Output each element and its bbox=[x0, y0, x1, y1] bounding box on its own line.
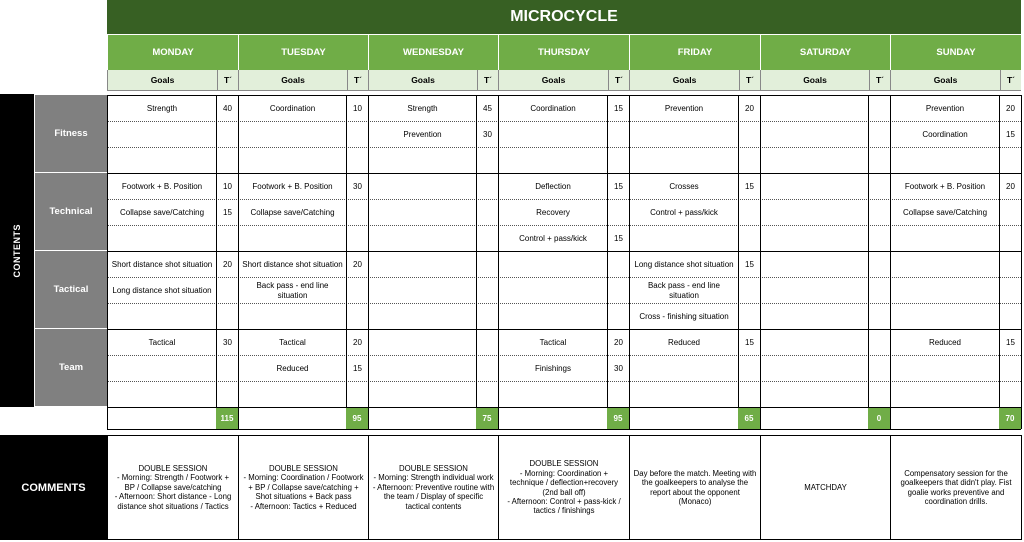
time-label: T´ bbox=[347, 70, 368, 90]
time-cell bbox=[739, 122, 760, 147]
goals-label: Goals bbox=[672, 75, 697, 85]
day-header-saturday: SATURDAY bbox=[760, 35, 890, 70]
goal-cell: Coordination bbox=[530, 103, 576, 113]
column-divider bbox=[107, 407, 108, 429]
goal-cell: Reduced bbox=[667, 337, 701, 347]
time-cell bbox=[1000, 304, 1021, 329]
time-cell bbox=[869, 122, 890, 147]
time-cell bbox=[739, 278, 760, 303]
goal-cell bbox=[369, 330, 476, 355]
time-label: T´ bbox=[869, 70, 890, 90]
time-cell bbox=[1000, 356, 1021, 381]
goals-subheader bbox=[760, 70, 890, 91]
time-cell bbox=[608, 252, 629, 277]
time-cell bbox=[869, 304, 890, 329]
goal-cell bbox=[630, 226, 738, 251]
time-cell bbox=[739, 382, 760, 407]
total-minutes-badge: 115 bbox=[216, 408, 238, 429]
total-minutes-badge: 65 bbox=[738, 408, 760, 429]
contents-label: CONTENTS bbox=[12, 223, 22, 278]
time-cell bbox=[1000, 382, 1021, 407]
column-divider bbox=[498, 407, 499, 429]
time-cell: 15 bbox=[1006, 338, 1015, 347]
goal-cell: Cross - finishing situation bbox=[639, 311, 729, 321]
day-header-friday: FRIDAY bbox=[629, 35, 760, 70]
time-cell bbox=[608, 278, 629, 303]
goal-cell: Tactical bbox=[279, 337, 306, 347]
time-cell bbox=[739, 226, 760, 251]
total-minutes-badge: 95 bbox=[346, 408, 368, 429]
goal-cell bbox=[761, 148, 868, 173]
time-cell bbox=[217, 226, 238, 251]
time-cell: 30 bbox=[353, 182, 362, 191]
time-cell: 15 bbox=[614, 104, 623, 113]
goal-cell bbox=[630, 356, 738, 381]
time-cell: 15 bbox=[1006, 130, 1015, 139]
time-cell bbox=[1000, 278, 1021, 303]
goal-cell bbox=[761, 96, 868, 121]
goal-cell: Tactical bbox=[539, 337, 567, 347]
goals-label: Goals bbox=[541, 75, 566, 85]
goal-cell: Footwork + B. Position bbox=[904, 181, 986, 191]
column-divider bbox=[238, 407, 239, 429]
time-cell bbox=[477, 278, 498, 303]
time-cell: 15 bbox=[353, 364, 362, 373]
time-cell bbox=[477, 200, 498, 225]
goal-cell: Tactical bbox=[148, 337, 176, 347]
time-cell: 20 bbox=[614, 338, 623, 347]
time-cell: 20 bbox=[353, 260, 362, 269]
time-cell: 20 bbox=[1006, 182, 1015, 191]
time-cell: 20 bbox=[353, 338, 362, 347]
time-cell bbox=[347, 304, 368, 329]
time-cell bbox=[217, 356, 238, 381]
goal-cell bbox=[239, 148, 346, 173]
goal-cell bbox=[239, 226, 346, 251]
day-header-monday: MONDAY bbox=[107, 35, 238, 70]
goal-cell bbox=[369, 226, 476, 251]
goal-cell: Prevention bbox=[664, 103, 704, 113]
goal-cell bbox=[239, 122, 346, 147]
category-tactical: Tactical bbox=[35, 251, 107, 329]
time-cell bbox=[608, 200, 629, 225]
goal-cell: Back pass - end line situation bbox=[647, 281, 721, 300]
goal-cell bbox=[891, 382, 999, 407]
column-divider bbox=[1021, 95, 1022, 407]
goal-cell: Crosses bbox=[669, 181, 699, 191]
goal-cell bbox=[761, 278, 868, 303]
time-cell bbox=[869, 278, 890, 303]
time-cell bbox=[477, 148, 498, 173]
goals-label: Goals bbox=[281, 75, 305, 85]
goal-cell: Collapse save/Catching bbox=[250, 207, 335, 217]
goal-cell bbox=[761, 382, 868, 407]
column-divider bbox=[890, 407, 891, 429]
time-cell bbox=[347, 122, 368, 147]
goals-label: Goals bbox=[411, 75, 435, 85]
goal-cell bbox=[891, 304, 999, 329]
time-cell: 10 bbox=[223, 182, 232, 191]
time-label: T´ bbox=[739, 70, 760, 90]
goal-cell: Strength bbox=[146, 103, 178, 113]
comment-cell: Compensatory session for the goalkeepers that didn't play. Fist goalie works preventive and coordination drills. bbox=[900, 468, 1012, 506]
time-cell bbox=[739, 200, 760, 225]
time-cell bbox=[217, 304, 238, 329]
comments-label: COMMENTS bbox=[0, 435, 107, 540]
goal-cell bbox=[761, 174, 868, 199]
goal-cell: Short distance shot situation bbox=[242, 259, 343, 269]
time-cell bbox=[608, 122, 629, 147]
category-technical: Technical bbox=[35, 173, 107, 251]
time-cell bbox=[347, 278, 368, 303]
goals-subheader bbox=[368, 70, 498, 91]
goal-cell bbox=[108, 226, 216, 251]
goal-cell: Footwork + B. Position bbox=[121, 181, 203, 191]
goals-label: Goals bbox=[933, 75, 958, 85]
time-cell bbox=[869, 226, 890, 251]
time-cell: 45 bbox=[483, 104, 492, 113]
column-divider bbox=[368, 407, 369, 429]
goal-cell: Prevention bbox=[403, 129, 442, 139]
comment-cell: DOUBLE SESSION - Morning: Coordination / Footwork + BP / Collapse save/catching + Shot situations + Back pass - Afternoon: Tactics + Reduced bbox=[243, 464, 364, 511]
time-cell bbox=[869, 382, 890, 407]
time-cell bbox=[217, 382, 238, 407]
time-cell bbox=[739, 356, 760, 381]
goal-cell: Prevention bbox=[925, 103, 965, 113]
day-header-wednesday: WEDNESDAY bbox=[368, 35, 498, 70]
goal-cell bbox=[108, 304, 216, 329]
goal-cell bbox=[369, 382, 476, 407]
time-cell bbox=[869, 148, 890, 173]
time-cell bbox=[739, 148, 760, 173]
total-minutes-badge: 95 bbox=[607, 408, 629, 429]
goal-cell bbox=[499, 304, 607, 329]
goal-cell bbox=[499, 148, 607, 173]
page-title: MICROCYCLE bbox=[107, 0, 1021, 34]
time-cell bbox=[1000, 148, 1021, 173]
time-cell bbox=[1000, 200, 1021, 225]
goal-cell bbox=[369, 356, 476, 381]
goal-cell bbox=[369, 148, 476, 173]
goal-cell bbox=[761, 122, 868, 147]
time-cell bbox=[217, 122, 238, 147]
goals-label: Goals bbox=[150, 75, 175, 85]
goal-cell bbox=[108, 148, 216, 173]
goals-subheader bbox=[890, 70, 1021, 91]
goal-cell: Control + pass/kick bbox=[519, 233, 587, 243]
goal-cell bbox=[369, 252, 476, 277]
time-cell: 15 bbox=[745, 260, 754, 269]
goal-cell: Deflection bbox=[535, 181, 571, 191]
goal-cell bbox=[499, 122, 607, 147]
time-cell bbox=[869, 252, 890, 277]
time-cell: 15 bbox=[745, 338, 754, 347]
goal-cell bbox=[891, 356, 999, 381]
goal-cell: Long distance shot situation bbox=[634, 259, 734, 269]
total-minutes-badge: 0 bbox=[868, 408, 890, 429]
goal-cell bbox=[761, 304, 868, 329]
time-cell bbox=[869, 96, 890, 121]
column-divider bbox=[1021, 407, 1022, 429]
time-cell bbox=[477, 226, 498, 251]
time-cell bbox=[869, 356, 890, 381]
comments-bottom-border bbox=[107, 539, 1021, 540]
time-cell: 20 bbox=[223, 260, 232, 269]
time-cell bbox=[608, 382, 629, 407]
goal-cell bbox=[630, 148, 738, 173]
comment-cell: DOUBLE SESSION - Morning: Strength / Footwork + BP / Collapse save/catching - Afternoon: Short distance - Long distance shot situations / Tactics bbox=[114, 464, 232, 511]
time-label: T´ bbox=[477, 70, 498, 90]
time-cell bbox=[477, 252, 498, 277]
time-cell bbox=[477, 382, 498, 407]
goal-cell bbox=[369, 174, 476, 199]
time-cell bbox=[347, 200, 368, 225]
time-cell bbox=[347, 226, 368, 251]
goal-cell bbox=[499, 252, 607, 277]
time-cell: 20 bbox=[745, 104, 754, 113]
goal-cell bbox=[891, 148, 999, 173]
goal-cell: Coordination bbox=[922, 129, 968, 139]
time-cell bbox=[608, 304, 629, 329]
time-cell bbox=[217, 278, 238, 303]
goal-cell: Finishings bbox=[534, 363, 571, 373]
goals-subheader bbox=[629, 70, 760, 91]
goal-cell bbox=[761, 226, 868, 251]
time-cell bbox=[869, 330, 890, 355]
time-cell: 30 bbox=[483, 130, 492, 139]
goal-cell: Coordination bbox=[269, 103, 316, 113]
time-cell bbox=[217, 148, 238, 173]
totals-bottom-border bbox=[107, 429, 1021, 430]
goal-cell: Back pass - end line situation bbox=[256, 281, 329, 300]
goal-cell: Footwork + B. Position bbox=[252, 181, 333, 191]
goals-label: Goals bbox=[803, 75, 827, 85]
goal-cell bbox=[108, 382, 216, 407]
time-cell bbox=[347, 148, 368, 173]
time-cell bbox=[477, 330, 498, 355]
comment-cell: DOUBLE SESSION - Morning: Coordination + technique / deflection+recovery (2nd ball off) - Afternoon: Control + pass-kick / tactics / finishings bbox=[507, 459, 621, 516]
comment-cell: Day before the match. Meeting with the goalkeepers to analyse the report about the opponent (Monaco) bbox=[633, 468, 757, 506]
time-label: T´ bbox=[608, 70, 629, 90]
time-cell bbox=[1000, 226, 1021, 251]
comment-cell: DOUBLE SESSION - Morning: Strength individual work - Afternoon: Preventive routine with the team / Display of specific tactical contents bbox=[372, 464, 495, 511]
time-cell: 20 bbox=[1006, 104, 1015, 113]
time-cell: 15 bbox=[745, 182, 754, 191]
column-divider bbox=[629, 407, 630, 429]
time-cell: 15 bbox=[614, 234, 623, 243]
time-cell bbox=[477, 174, 498, 199]
total-minutes-badge: 70 bbox=[999, 408, 1021, 429]
goals-subheader bbox=[107, 70, 238, 91]
time-label: T´ bbox=[1000, 70, 1021, 90]
goal-cell bbox=[630, 122, 738, 147]
time-cell bbox=[347, 382, 368, 407]
goal-cell bbox=[891, 278, 999, 303]
time-cell: 10 bbox=[353, 104, 362, 113]
time-cell bbox=[608, 148, 629, 173]
goal-cell bbox=[761, 200, 868, 225]
column-divider bbox=[1021, 435, 1022, 540]
time-cell bbox=[869, 200, 890, 225]
goal-cell bbox=[369, 200, 476, 225]
time-label: T´ bbox=[217, 70, 238, 90]
goal-cell: Recovery bbox=[536, 207, 570, 217]
time-cell: 15 bbox=[614, 182, 623, 191]
goal-cell: Collapse save/Catching bbox=[119, 207, 205, 217]
contents-label-band bbox=[0, 94, 34, 407]
goal-cell: Reduced bbox=[928, 337, 962, 347]
goal-cell bbox=[499, 382, 607, 407]
goal-cell bbox=[761, 330, 868, 355]
goal-cell: Strength bbox=[407, 103, 438, 113]
goal-cell bbox=[891, 252, 999, 277]
goal-cell bbox=[630, 382, 738, 407]
goal-cell bbox=[499, 278, 607, 303]
time-cell bbox=[869, 174, 890, 199]
goal-cell: Long distance shot situation bbox=[112, 285, 212, 295]
goal-cell bbox=[761, 252, 868, 277]
comment-cell: MATCHDAY bbox=[804, 482, 847, 492]
day-header-sunday: SUNDAY bbox=[890, 35, 1021, 70]
goal-cell bbox=[108, 122, 216, 147]
goal-cell bbox=[369, 278, 476, 303]
total-minutes-badge: 75 bbox=[476, 408, 498, 429]
time-cell: 30 bbox=[614, 364, 623, 373]
category-team: Team bbox=[35, 329, 107, 407]
column-divider bbox=[760, 407, 761, 429]
goals-subheader bbox=[498, 70, 629, 91]
goal-cell bbox=[239, 382, 346, 407]
goal-cell bbox=[369, 304, 476, 329]
time-cell bbox=[739, 304, 760, 329]
goal-cell: Control + pass/kick bbox=[650, 207, 718, 217]
time-cell bbox=[477, 304, 498, 329]
goal-cell bbox=[239, 304, 346, 329]
time-cell: 15 bbox=[223, 208, 232, 217]
category-fitness: Fitness bbox=[35, 95, 107, 173]
time-cell bbox=[1000, 252, 1021, 277]
time-cell bbox=[477, 356, 498, 381]
time-cell: 30 bbox=[223, 338, 232, 347]
goal-cell: Collapse save/Catching bbox=[902, 207, 988, 217]
day-header-thursday: THURSDAY bbox=[498, 35, 629, 70]
goal-cell bbox=[108, 356, 216, 381]
goal-cell: Short distance shot situation bbox=[111, 259, 213, 269]
day-header-tuesday: TUESDAY bbox=[238, 35, 368, 70]
goal-cell bbox=[891, 226, 999, 251]
goal-cell bbox=[761, 356, 868, 381]
goals-subheader bbox=[238, 70, 368, 91]
goal-cell: Reduced bbox=[276, 363, 309, 373]
time-cell: 40 bbox=[223, 104, 232, 113]
